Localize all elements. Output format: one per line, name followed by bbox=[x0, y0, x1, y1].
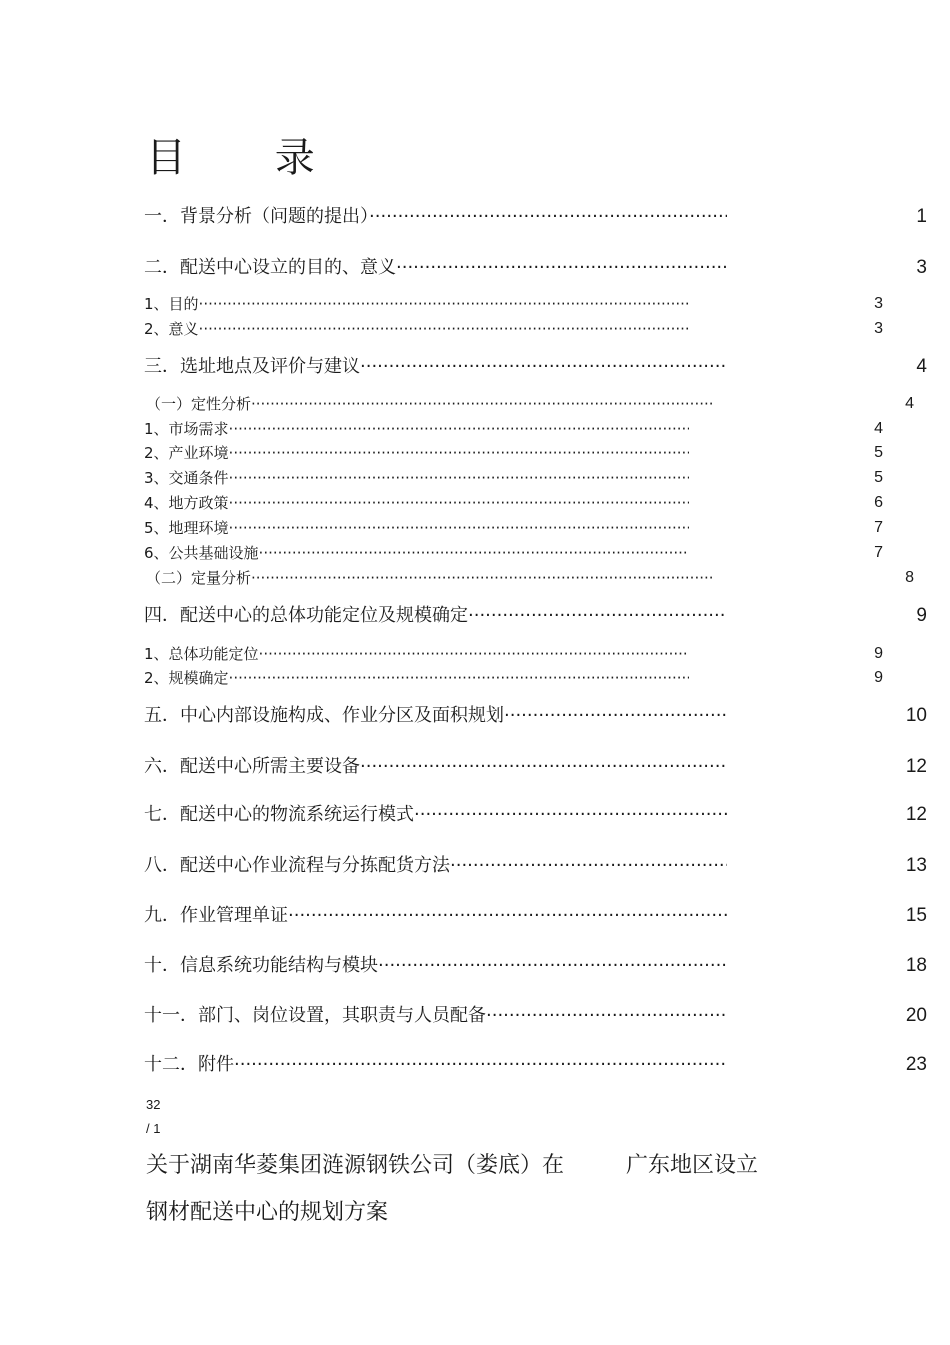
toc-entry-text: 十一．部门、岗位设置，其职责与人员配备 ····· bbox=[144, 1004, 727, 1028]
toc-entry-text: 3、交通条件 ····· bbox=[144, 468, 689, 488]
toc-entry-page: 4 bbox=[916, 356, 927, 377]
toc-entry-text: 2、意义 ····· bbox=[144, 319, 689, 339]
toc-entry-page: 9 bbox=[874, 645, 883, 662]
document-title-line-1 bbox=[146, 1152, 758, 1180]
toc-entry-text: 十二．附件 ····· bbox=[144, 1053, 727, 1077]
toc-entry-text: 一．背景分析（问题的提出） ····· bbox=[144, 205, 727, 229]
toc-entry-text: 九．作业管理单证 ····· bbox=[144, 904, 727, 928]
toc-entry-text: 1、总体功能定位 ····· bbox=[144, 644, 689, 664]
document-title-part-b: 广东地区设立 bbox=[626, 1153, 759, 1178]
toc-entry-text: 十．信息系统功能结构与模块 ····· bbox=[144, 954, 727, 978]
toc-entry-page: 9 bbox=[874, 669, 883, 686]
toc-entry-text: 七．配送中心的物流系统运行模式 ····· bbox=[144, 803, 727, 827]
toc-entry-page: 3 bbox=[874, 320, 883, 337]
toc-entry-page: 4 bbox=[905, 395, 914, 412]
toc-entry-text: 八．配送中心作业流程与分拣配货方法 ····· bbox=[144, 854, 727, 878]
toc-entry-page: 18 bbox=[905, 955, 927, 976]
toc-entry-page: 23 bbox=[905, 1054, 927, 1075]
toc-entry-page: 13 bbox=[905, 855, 927, 876]
toc-entry-page: 5 bbox=[874, 444, 883, 461]
toc-title: 目 录 bbox=[146, 135, 353, 181]
toc-entry-text: 四．配送中心的总体功能定位及规模确定 ····· bbox=[144, 604, 727, 628]
document-title-line-2: 钢材配送中心的规划方案 bbox=[146, 1200, 389, 1225]
toc-entry-text: 五．中心内部设施构成、作业分区及面积规划 ····· bbox=[144, 704, 727, 728]
toc-entry-page: 4 bbox=[874, 420, 883, 437]
toc-entry-page: 15 bbox=[905, 905, 927, 926]
toc-entry-text: 6、公共基础设施 ····· bbox=[144, 543, 689, 563]
toc-entry-text: （二）定量分析 ····· bbox=[146, 568, 713, 588]
toc-entry-text: 1、市场需求 ····· bbox=[144, 419, 689, 439]
toc-entry-text: 二．配送中心设立的目的、意义 ····· bbox=[144, 256, 727, 280]
toc-entry-text: 2、产业环境 ····· bbox=[144, 443, 689, 463]
toc-entry-page: 3 bbox=[874, 295, 883, 312]
toc-entry-text: 三．选址地点及评价与建议 ····· bbox=[144, 355, 727, 379]
toc-entry-text: 1、目的 ····· bbox=[144, 294, 689, 314]
document-title-part-a: 关于湖南华菱集团涟源钢铁公司（娄底）在 bbox=[146, 1153, 565, 1178]
toc-entry-page: 12 bbox=[905, 804, 927, 825]
toc-entry-page: 20 bbox=[905, 1005, 927, 1026]
page-number: 32 bbox=[146, 1097, 161, 1112]
page-total: / 1 bbox=[146, 1121, 161, 1136]
toc-entry-page: 8 bbox=[905, 569, 914, 586]
toc-entry-text: 4、地方政策 ····· bbox=[144, 493, 689, 513]
toc-entry-page: 9 bbox=[916, 605, 927, 626]
toc-entry-page: 6 bbox=[874, 494, 883, 511]
toc-entry-page: 1 bbox=[916, 206, 927, 227]
toc-entry-text: 六．配送中心所需主要设备 ····· bbox=[144, 755, 727, 779]
toc-entry-page: 10 bbox=[905, 705, 927, 726]
toc-entry-text: 5、地理环境 ····· bbox=[144, 518, 689, 538]
toc-entry-page: 12 bbox=[905, 756, 927, 777]
toc-entry-page: 7 bbox=[874, 519, 883, 536]
toc-entry-text: （一）定性分析 ····· bbox=[146, 394, 713, 414]
toc-entry-page: 5 bbox=[874, 469, 883, 486]
toc-entry-page: 7 bbox=[874, 544, 883, 561]
toc-entry-text: 2、规模确定 ····· bbox=[144, 668, 689, 688]
toc-entry-page: 3 bbox=[916, 257, 927, 278]
